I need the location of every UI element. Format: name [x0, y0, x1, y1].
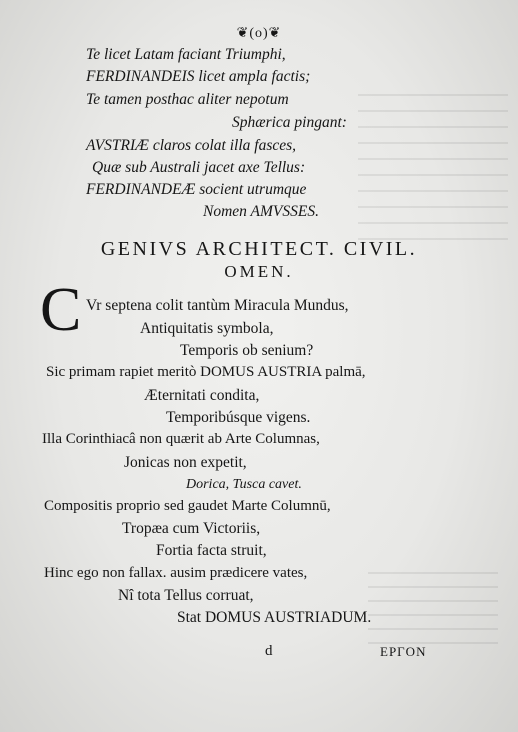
ode-line-2: FERDINANDEIS licet ampla factis; — [86, 68, 311, 85]
omen-line-15: Stat DOMUS AUSTRIADUM. — [177, 609, 372, 626]
ode-line-7: FERDINANDEÆ socient utrumque — [86, 181, 307, 198]
signature-mark: d — [265, 643, 273, 659]
omen-line-5: Æternitati condita, — [144, 387, 260, 404]
omen-line-14: Nî tota Tellus corruat, — [118, 587, 254, 604]
catchword: EPΓON — [380, 644, 427, 659]
omen-line-12: Fortia facta struit, — [156, 542, 267, 559]
drop-capital: C — [40, 276, 82, 344]
omen-line-7: Illa Corinthiacâ non quærit ab Arte Columnas, — [42, 431, 320, 447]
show-through-lines-top — [358, 80, 508, 254]
ode-line-3: Te tamen posthac aliter nepotum — [86, 91, 289, 108]
omen-line-10: Compositis proprio sed gaudet Marte Columnū, — [44, 498, 331, 514]
omen-line-9: Dorica, Tusca cavet. — [186, 477, 302, 492]
show-through-lines-bottom — [368, 560, 498, 656]
omen-line-2: Antiquitatis symbola, — [140, 320, 274, 337]
head-ornament: ❦(o)❦ — [236, 26, 282, 41]
omen-line-8: Jonicas non expetit, — [124, 454, 247, 471]
ode-line-4: Sphærica pingant: — [232, 114, 347, 131]
omen-line-13: Hinc ego non fallax. ausim prædicere vates, — [44, 565, 308, 581]
section-heading: GENIVS ARCHITECT. CIVIL. — [100, 238, 418, 260]
omen-line-1: Vr septena colit tantùm Miracula Mundus, — [86, 297, 349, 314]
ode-line-5: AVSTRIÆ claros colat illa fasces, — [86, 137, 297, 154]
ode-line-6: Quæ sub Australi jacet axe Tellus: — [92, 159, 306, 176]
omen-line-11: Tropæa cum Victoriis, — [122, 520, 261, 537]
ode-line-8: Nomen AMVSSES. — [203, 203, 319, 220]
omen-line-3: Temporis ob senium? — [180, 342, 314, 359]
ode-line-1: Te licet Latam faciant Triumphi, — [86, 46, 286, 63]
section-subheading: OMEN. — [224, 262, 294, 281]
omen-line-4: Sic primam rapiet meritò DOMUS AUSTRIA palmā, — [46, 364, 366, 380]
omen-line-6: Temporibúsque vigens. — [166, 409, 311, 426]
